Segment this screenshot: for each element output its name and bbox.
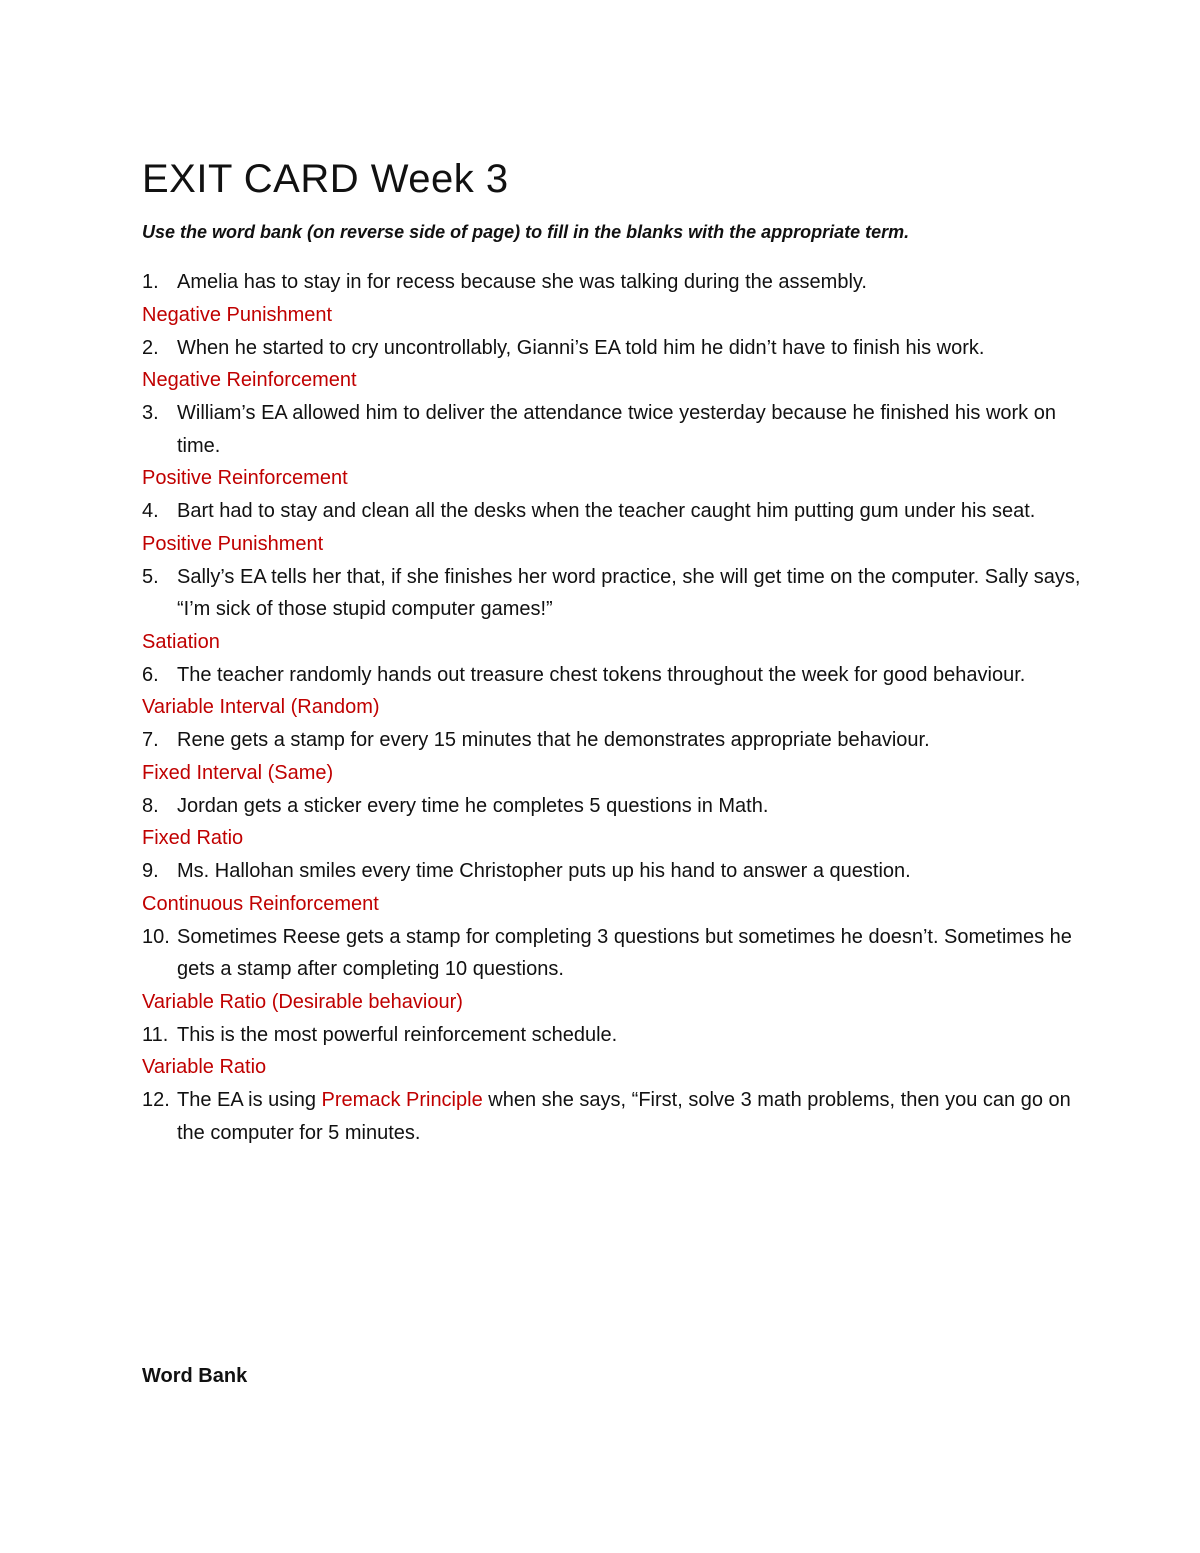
question-number: 11. — [142, 1023, 169, 1046]
question-text: Sally’s EA tells her that, if she finishes her word practice, she will get time on the computer. Sally says, “I’m sick of those stupid computer games!” — [177, 565, 1081, 620]
question-text: The teacher randomly hands out treasure chest tokens throughout the week for good behaviour. — [177, 663, 1026, 686]
exit-card-page — [142, 150, 1102, 1149]
answer-7: Fixed Interval (Same) — [142, 761, 334, 784]
question-number: 5. — [142, 565, 159, 588]
answer-12-term: Premack Principle — [321, 1089, 483, 1111]
question-text — [177, 1084, 1102, 1149]
question-3 — [142, 397, 1102, 462]
answer-5: Satiation — [142, 630, 220, 653]
question-number: 8. — [142, 794, 159, 817]
question-text: Ms. Hallohan smiles every time Christopher puts up his hand to answer a question. — [177, 860, 911, 882]
word-bank-heading: Word Bank — [142, 1365, 248, 1387]
question-number: 6. — [142, 663, 159, 686]
question-6 — [142, 659, 1102, 692]
answer-6: Variable Interval (Random) — [142, 696, 380, 718]
question-number: 1. — [142, 271, 159, 293]
question-1 — [142, 266, 1102, 299]
question-number: 3. — [142, 402, 159, 424]
instructions: Use the word bank (on reverse side of page) to fill in the blanks with the appropriate term. — [142, 222, 910, 242]
question-number: 7. — [142, 729, 159, 751]
question-2 — [142, 332, 1102, 365]
question-text: Amelia has to stay in for recess because she was talking during the assembly. — [177, 271, 867, 293]
question-text: Jordan gets a sticker every time he completes 5 questions in Math. — [177, 794, 769, 817]
question-text: Rene gets a stamp for every 15 minutes that he demonstrates appropriate behaviour. — [177, 729, 930, 751]
answer-3: Positive Reinforcement — [142, 467, 348, 489]
question-number: 2. — [142, 336, 159, 359]
question-10 — [142, 921, 1102, 986]
question-list — [142, 266, 1102, 1149]
answer-2: Negative Reinforcement — [142, 369, 357, 391]
question-12 — [142, 1084, 1102, 1149]
question-4 — [142, 495, 1102, 528]
question-number: 9. — [142, 860, 159, 882]
question-8 — [142, 790, 1102, 823]
question-text: Sometimes Reese gets a stamp for completing 3 questions but sometimes he doesn’t. Sometimes he gets a stamp after completing 10 questions. — [177, 925, 1072, 980]
question-text: When he started to cry uncontrollably, Gianni’s EA told him he didn’t have to finish his work. — [177, 336, 985, 359]
question-7 — [142, 724, 1102, 757]
answer-4: Positive Punishment — [142, 532, 324, 555]
question-5 — [142, 561, 1102, 626]
question-text-after: when she says, “First, solve 3 math problems, then you can go on the computer for 5 minutes. — [177, 1089, 1071, 1144]
question-number: 12. — [142, 1089, 170, 1111]
answer-10: Variable Ratio (Desirable behaviour) — [142, 990, 463, 1013]
question-9 — [142, 855, 1102, 888]
answer-11: Variable Ratio — [142, 1056, 267, 1078]
question-text: This is the most powerful reinforcement schedule. — [177, 1023, 618, 1046]
question-number: 4. — [142, 500, 159, 522]
page-title: EXIT CARD Week 3 — [142, 157, 509, 201]
question-text: William’s EA allowed him to deliver the attendance twice yesterday because he finished his work on time. — [177, 402, 1056, 457]
answer-9: Continuous Reinforcement — [142, 892, 379, 915]
answer-8: Fixed Ratio — [142, 827, 244, 849]
question-11 — [142, 1019, 1102, 1052]
question-text: Bart had to stay and clean all the desks when the teacher caught him putting gum under his seat. — [177, 500, 1036, 522]
question-number: 10. — [142, 925, 170, 948]
answer-1: Negative Punishment — [142, 303, 333, 326]
question-text-before: The EA is using — [177, 1089, 322, 1111]
